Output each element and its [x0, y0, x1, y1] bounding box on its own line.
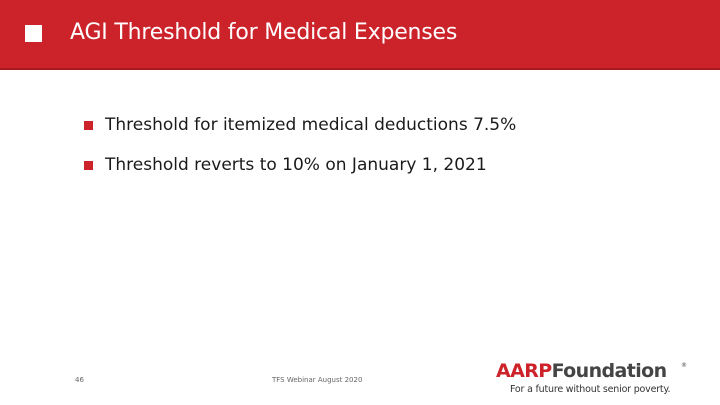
bullet-text: Threshold reverts to 10% on January 1, 2021 — [105, 155, 487, 175]
slide-number: 46 — [75, 376, 84, 384]
bullet-item — [84, 112, 704, 138]
bullet-text: Threshold for itemized medical deductions 7.5% — [105, 115, 517, 135]
bullet-list — [84, 112, 704, 192]
title-bar — [0, 0, 720, 70]
bullet-square-icon — [84, 161, 93, 170]
logo-brand: AARP — [496, 360, 552, 382]
title-square-icon — [25, 25, 42, 42]
bullet-item — [84, 152, 704, 178]
logo-name: Foundation — [551, 360, 667, 382]
footer-text: TFS Webinar August 2020 — [272, 376, 363, 384]
registered-mark: ® — [681, 362, 687, 369]
bullet-square-icon — [84, 121, 93, 130]
slide-title: AGI Threshold for Medical Expenses — [70, 20, 458, 45]
logo-wordmark — [496, 360, 667, 382]
aarp-foundation-logo — [496, 360, 692, 400]
logo-tagline: For a future without senior poverty. — [510, 384, 671, 395]
